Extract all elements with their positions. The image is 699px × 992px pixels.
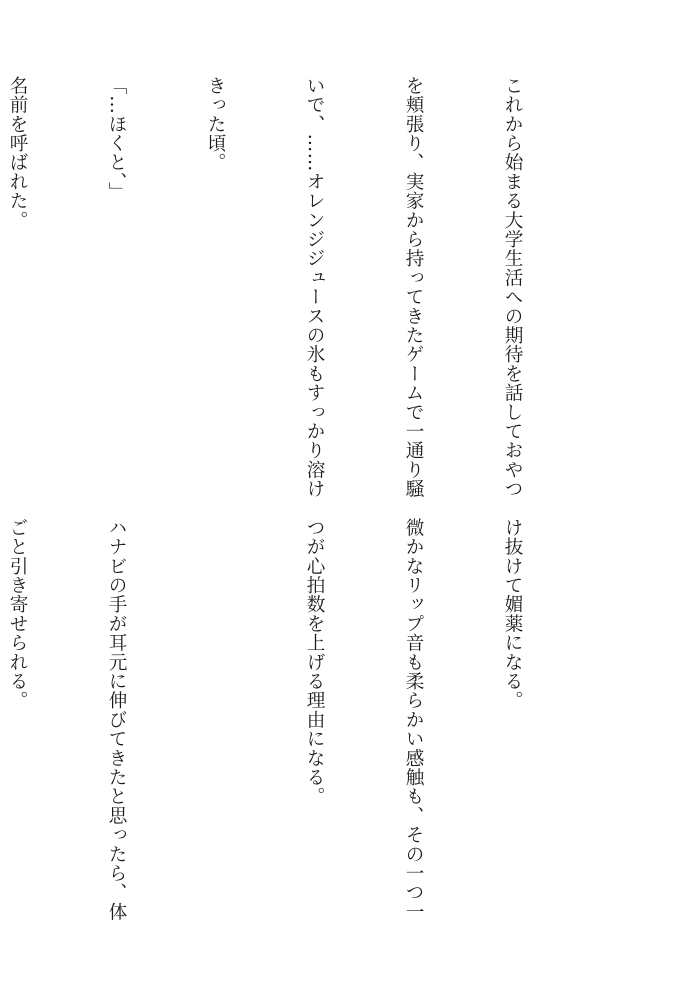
text-line: 「…ほくと、」 bbox=[106, 76, 127, 202]
text-line: 微かなリップ音も柔らかい感触も、その一つ一 bbox=[403, 518, 424, 922]
text-line: きった頃。 bbox=[205, 76, 226, 172]
text-line: つが心拍数を上げる理由になる。 bbox=[304, 518, 325, 806]
blank-line bbox=[199, 518, 232, 898]
text-line: ごと引き寄せられる。 bbox=[7, 518, 28, 710]
text-line: ハナビの手が耳元に伸びてきたと思ったら、体 bbox=[106, 518, 127, 922]
upper-text-tier bbox=[7, 76, 595, 499]
lower-text-tier bbox=[7, 518, 595, 922]
text-line: を頬張り、実家から持ってきたゲームで一通り騒 bbox=[403, 76, 424, 499]
text-line: け抜けて媚薬になる。 bbox=[502, 518, 523, 710]
text-line: これから始まる大学生活への期待を話しておやつ bbox=[502, 76, 523, 499]
text-line: いで、……オレンジジュースの氷もすっかり溶け bbox=[304, 76, 325, 499]
text-line: 名前を呼ばれた。 bbox=[7, 76, 28, 230]
